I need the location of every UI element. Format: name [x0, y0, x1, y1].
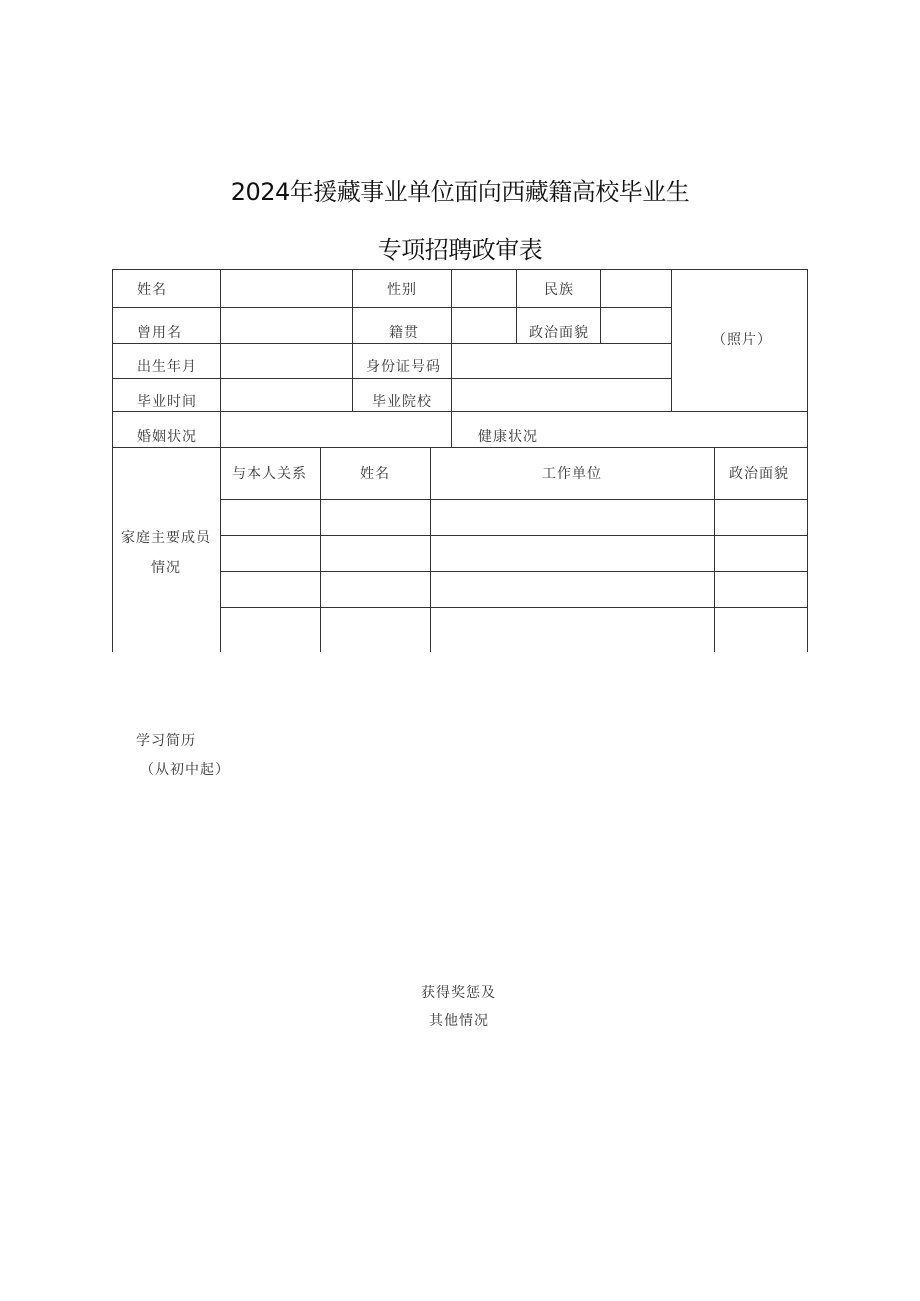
column-header-employer: 工作单位	[542, 466, 602, 482]
gender-label: 性别	[387, 282, 417, 298]
gender-field[interactable]	[452, 270, 516, 307]
family-row-1[interactable]	[221, 500, 807, 535]
graduation-time-label: 毕业时间	[137, 394, 197, 410]
family-row-3[interactable]	[221, 572, 807, 607]
birth-field[interactable]	[221, 344, 352, 378]
table-line	[352, 269, 353, 411]
ethnicity-label: 民族	[544, 282, 574, 298]
id-number-field[interactable]	[452, 344, 671, 378]
graduation-time-field[interactable]	[221, 379, 352, 411]
name-label: 姓名	[137, 282, 167, 298]
ethnicity-field[interactable]	[601, 270, 671, 307]
table-border-right	[807, 269, 808, 652]
name-field[interactable]	[221, 270, 352, 307]
political-status-field[interactable]	[601, 308, 671, 343]
political-status-label: 政治面貌	[529, 325, 589, 341]
awards-label-2: 其他情况	[429, 1013, 489, 1029]
native-place-field[interactable]	[452, 308, 516, 343]
former-name-field[interactable]	[221, 308, 352, 343]
table-line	[112, 411, 808, 412]
photo-placeholder: （照片）	[712, 332, 772, 348]
graduation-school-field[interactable]	[452, 379, 671, 411]
marital-status-label: 婚姻状况	[137, 429, 197, 445]
awards-label: 获得奖惩及	[421, 985, 496, 1001]
column-header-name: 姓名	[360, 466, 390, 482]
column-header-relation: 与本人关系	[232, 466, 307, 482]
column-header-political-status: 政治面貌	[729, 466, 789, 482]
former-name-label: 曾用名	[137, 325, 182, 341]
family-section-label-2: 情况	[151, 560, 181, 576]
table-line	[112, 447, 808, 448]
family-row-4[interactable]	[221, 608, 807, 652]
family-row-2[interactable]	[221, 536, 807, 571]
birth-label: 出生年月	[137, 359, 197, 375]
id-number-label: 身份证号码	[366, 359, 441, 375]
family-section-label: 家庭主要成员	[121, 530, 211, 546]
form-title-line1: 2024年援藏事业单位面向西藏籍高校毕业生	[230, 178, 690, 206]
marital-status-field[interactable]	[221, 412, 451, 447]
health-status-label: 健康状况	[478, 429, 538, 445]
graduation-school-label: 毕业院校	[372, 394, 432, 410]
table-line	[112, 307, 672, 308]
table-border-left	[112, 269, 113, 652]
table-line	[516, 269, 517, 343]
native-place-label: 籍贯	[389, 325, 419, 341]
study-history-note: （从初中起）	[140, 762, 230, 778]
study-history-label: 学习简历	[136, 733, 196, 749]
form-title-line2: 专项招聘政审表	[377, 236, 543, 264]
table-line	[671, 269, 672, 411]
